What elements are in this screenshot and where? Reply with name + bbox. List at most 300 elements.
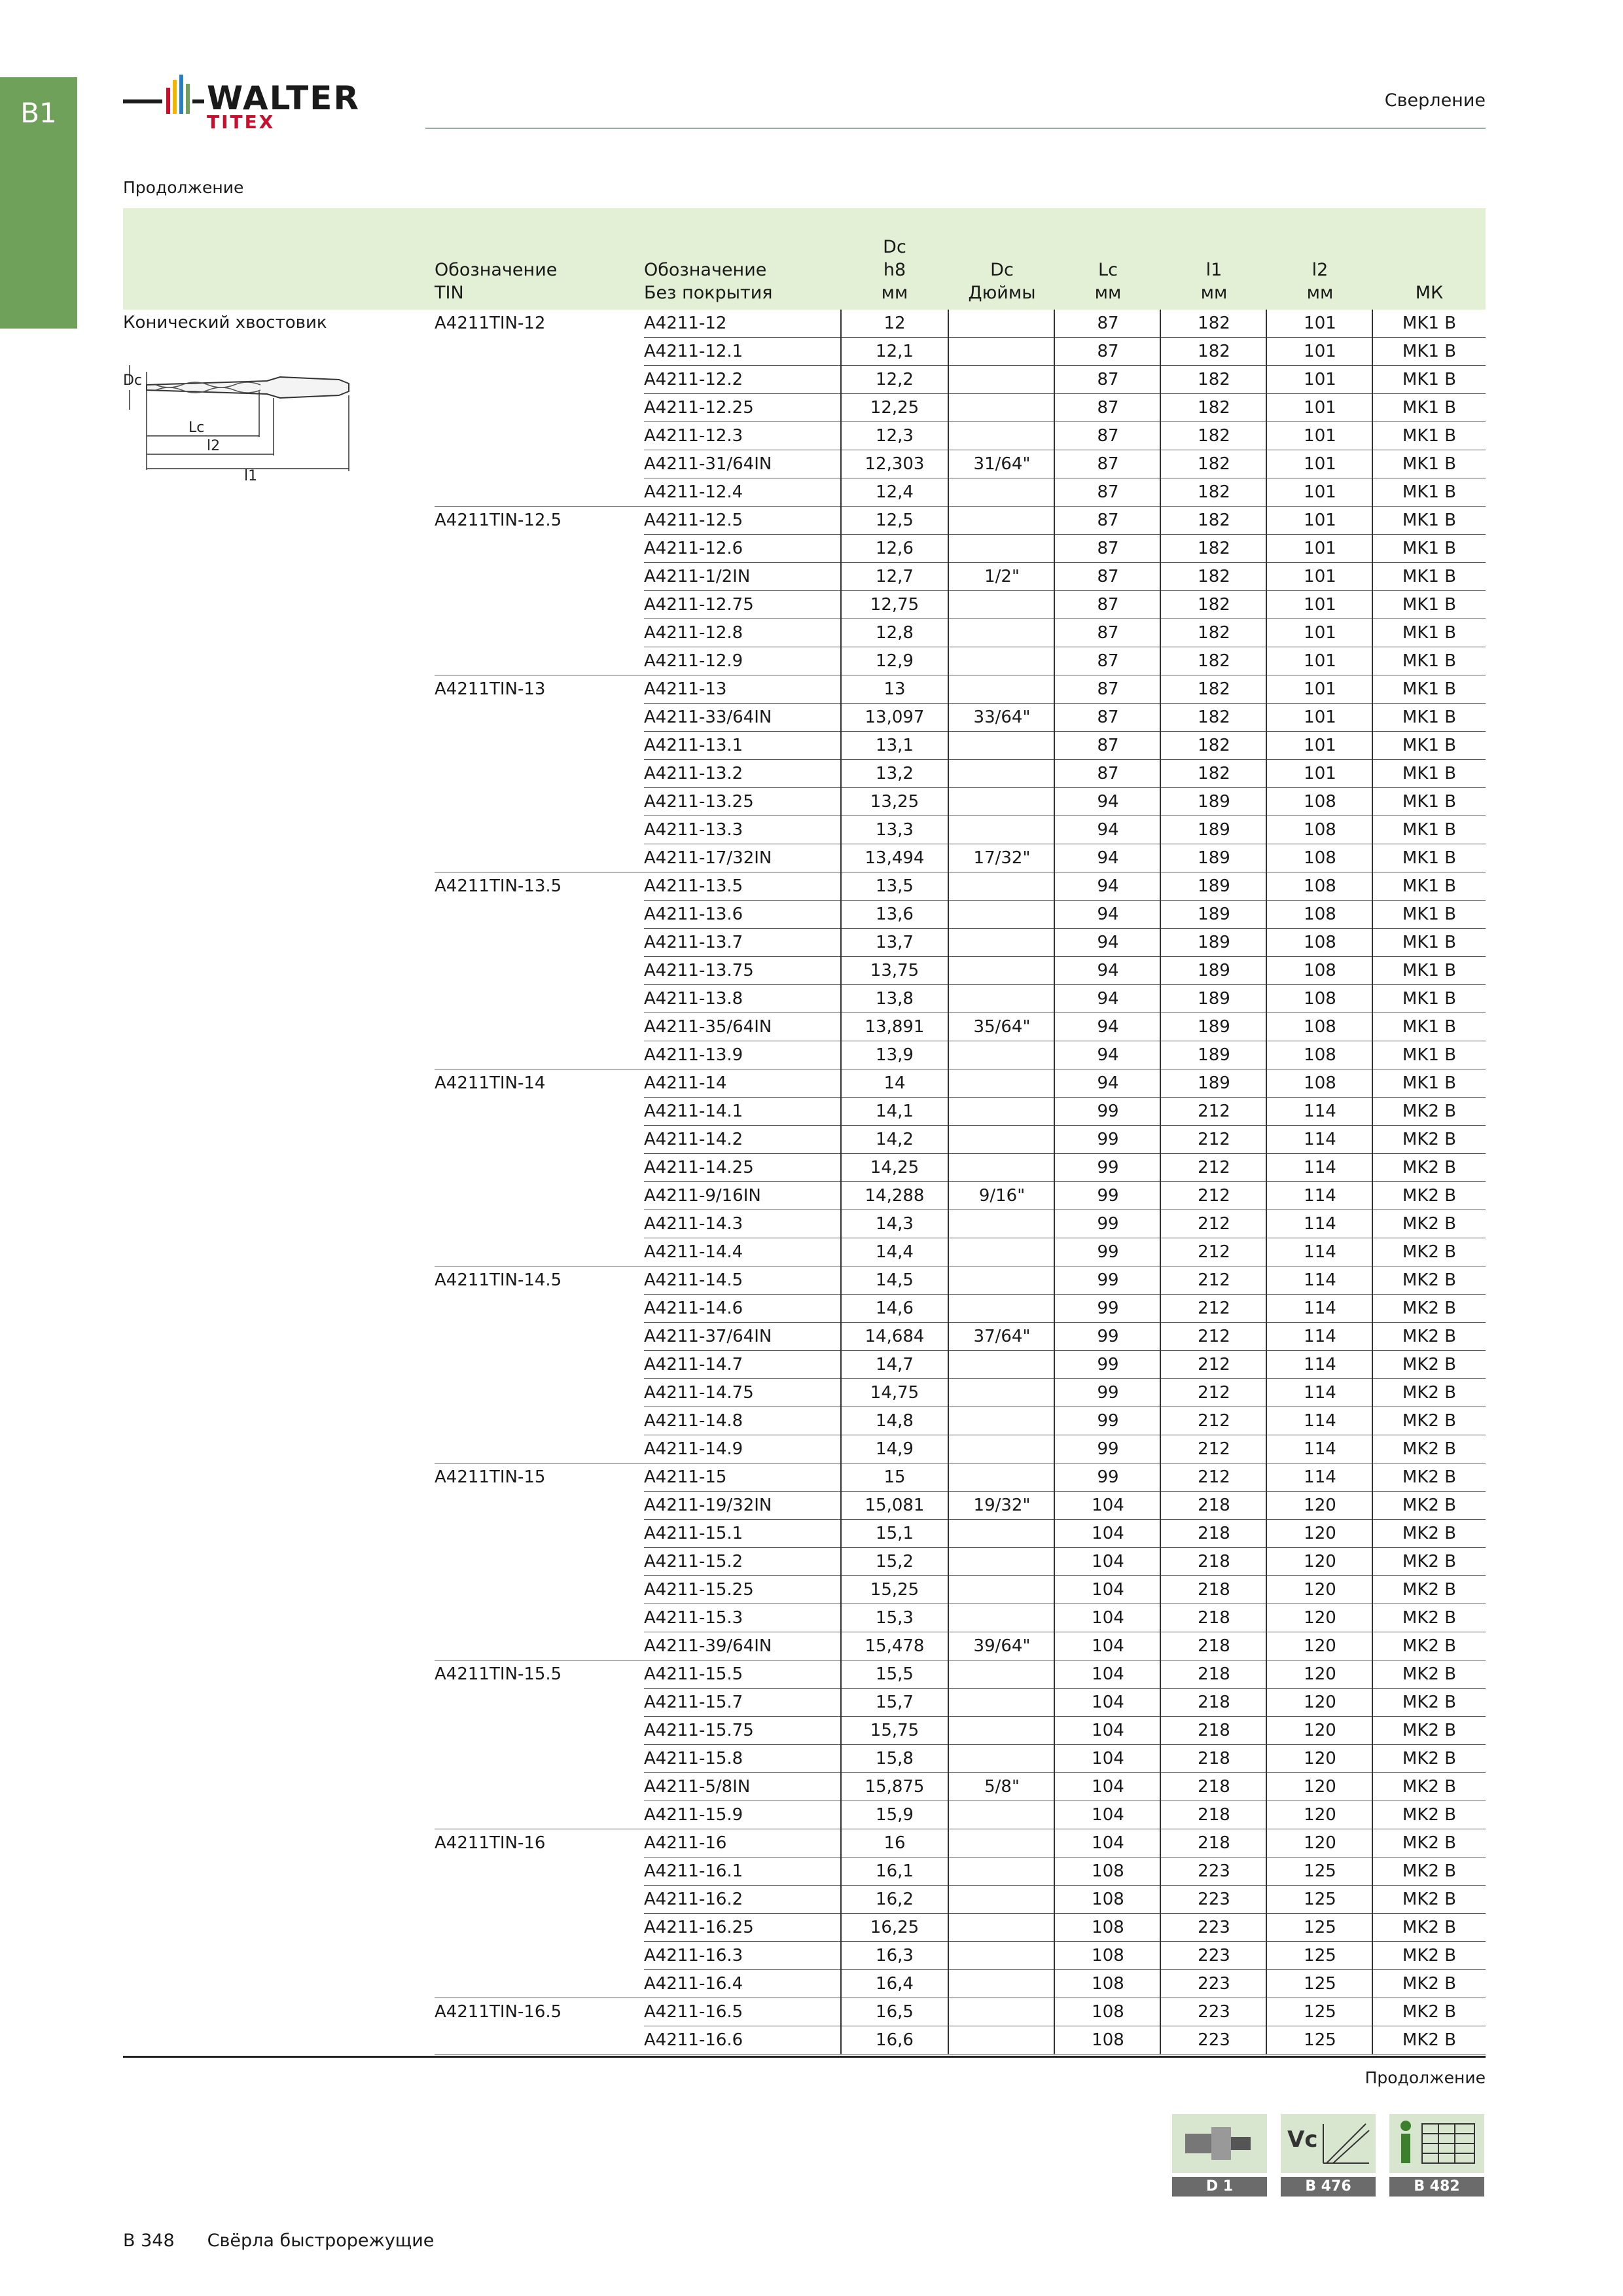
cell-l2: 114 [1304, 1158, 1336, 1177]
cell-tin [435, 591, 631, 619]
cell-tin [435, 1379, 631, 1407]
cell-l2: 108 [1304, 933, 1336, 952]
cell-dc-inch: 17/32" [973, 848, 1031, 868]
section-tab-label: B1 [20, 97, 57, 129]
cell-l2: 108 [1304, 1045, 1336, 1065]
drill-dimension-drawing [123, 359, 411, 483]
cell-dc-inch [949, 535, 1055, 563]
cell-uncoated: A4211-15.7 [644, 1693, 743, 1712]
cell-tin [435, 1520, 631, 1548]
cell-l2: 120 [1304, 1636, 1336, 1656]
cell-mk: MK1 B [1402, 426, 1457, 446]
col-header-l2: l2 мм [1306, 260, 1334, 303]
cell-dc-mm: 14,25 [870, 1158, 919, 1177]
cell-uncoated: A4211-12 [644, 314, 727, 333]
cell-l1: 182 [1198, 651, 1230, 671]
cell-tin [435, 1801, 631, 1829]
cell-mk: MK1 B [1402, 651, 1457, 671]
cell-l1: 182 [1198, 370, 1230, 389]
cell-dc-inch [949, 1069, 1055, 1098]
table-row [123, 1942, 1486, 1970]
cell-l2: 101 [1304, 708, 1336, 727]
table-row [123, 1492, 1486, 1520]
cell-tin: A4211TIN-14.5 [435, 1270, 562, 1290]
cell-mk: MK1 B [1402, 595, 1457, 615]
cell-l2: 114 [1304, 1439, 1336, 1459]
cell-dc-inch [949, 872, 1055, 901]
table-row [123, 1660, 1486, 1689]
cell-dc-inch [949, 1295, 1055, 1323]
cell-lc: 87 [1097, 539, 1119, 558]
cell-l1: 189 [1198, 876, 1230, 896]
cell-dc-mm: 15,8 [876, 1749, 914, 1768]
cell-mk: MK1 B [1402, 961, 1457, 980]
cell-mk: MK2 B [1402, 1721, 1457, 1740]
cell-uncoated: A4211-14.1 [644, 1102, 743, 1121]
table-row [123, 704, 1486, 732]
cell-dc-inch [949, 1407, 1055, 1435]
cell-dc-mm: 15,75 [870, 1721, 919, 1740]
cell-mk: MK2 B [1402, 1270, 1457, 1290]
cell-lc: 99 [1097, 1355, 1119, 1374]
table-row [123, 872, 1486, 901]
cell-l1: 218 [1198, 1552, 1230, 1571]
cell-dc-inch [949, 310, 1055, 338]
tool-holder-icon [1172, 2114, 1267, 2173]
cell-mk: MK2 B [1402, 1496, 1457, 1515]
cell-l1: 189 [1198, 933, 1230, 952]
cell-tin [435, 1435, 631, 1463]
cell-mk: MK1 B [1402, 933, 1457, 952]
cell-dc-mm: 14,2 [876, 1130, 914, 1149]
cell-mk: MK1 B [1402, 342, 1457, 361]
cell-l2: 108 [1304, 876, 1336, 896]
cell-uncoated: A4211-12.9 [644, 651, 743, 671]
cell-lc: 87 [1097, 511, 1119, 530]
cell-l1: 212 [1198, 1214, 1230, 1234]
cell-uncoated: A4211-15.75 [644, 1721, 754, 1740]
cell-dc-mm: 15,5 [876, 1664, 914, 1684]
cell-l2: 114 [1304, 1355, 1336, 1374]
cell-dc-inch [949, 1435, 1055, 1463]
cell-uncoated: A4211-13.5 [644, 876, 743, 896]
cell-l1: 182 [1198, 679, 1230, 699]
cell-l1: 212 [1198, 1355, 1230, 1374]
cell-dc-mm: 12,8 [876, 623, 914, 643]
cell-l1: 212 [1198, 1158, 1230, 1177]
cell-mk: MK2 B [1402, 1327, 1457, 1346]
cell-mk: MK1 B [1402, 989, 1457, 1009]
cell-dc-inch [949, 1266, 1055, 1295]
cell-lc: 94 [1097, 848, 1119, 868]
table-row [123, 1689, 1486, 1717]
cell-tin [435, 844, 631, 872]
cell-uncoated: A4211-1/2IN [644, 567, 751, 586]
cell-mk: MK2 B [1402, 1467, 1457, 1487]
table-row [123, 1998, 1486, 2026]
cell-l1: 182 [1198, 595, 1230, 615]
ref-b476[interactable] [1281, 2114, 1376, 2194]
cell-mk: MK1 B [1402, 792, 1457, 812]
cell-tin [435, 1351, 631, 1379]
cell-dc-mm: 12,303 [865, 454, 925, 474]
cell-l1: 223 [1198, 1861, 1230, 1881]
cell-uncoated: A4211-15.5 [644, 1664, 743, 1684]
cell-l1: 182 [1198, 454, 1230, 474]
cell-uncoated: A4211-15.9 [644, 1805, 743, 1825]
cell-dc-inch [949, 1576, 1055, 1604]
cell-l1: 189 [1198, 820, 1230, 840]
cell-uncoated: A4211-14 [644, 1073, 727, 1093]
cell-dc-inch: 39/64" [973, 1636, 1031, 1656]
cell-uncoated: A4211-13.1 [644, 736, 743, 755]
cell-lc: 104 [1092, 1664, 1124, 1684]
cell-uncoated: A4211-37/64IN [644, 1327, 772, 1346]
table-row [123, 1576, 1486, 1604]
table-row [123, 675, 1486, 704]
cell-uncoated: A4211-15.25 [644, 1580, 754, 1600]
cell-lc: 87 [1097, 342, 1119, 361]
cell-lc: 104 [1092, 1721, 1124, 1740]
cell-dc-mm: 15,25 [870, 1580, 919, 1600]
cell-dc-mm: 12,7 [876, 567, 914, 586]
cell-lc: 99 [1097, 1214, 1119, 1234]
cell-dc-mm: 14,8 [876, 1411, 914, 1431]
cell-lc: 99 [1097, 1411, 1119, 1431]
cell-mk: MK1 B [1402, 539, 1457, 558]
cell-uncoated: A4211-13 [644, 679, 727, 699]
cell-tin: A4211TIN-14 [435, 1073, 546, 1093]
cell-l1: 218 [1198, 1833, 1230, 1853]
cell-mk: MK1 B [1402, 567, 1457, 586]
table-row [123, 310, 1486, 338]
cell-lc: 87 [1097, 679, 1119, 699]
cell-mk: MK2 B [1402, 1890, 1457, 1909]
table-row [123, 1548, 1486, 1576]
table-row [123, 1857, 1486, 1886]
cell-l2: 108 [1304, 848, 1336, 868]
cell-dc-inch [949, 1942, 1055, 1970]
cell-mk: MK2 B [1402, 1411, 1457, 1431]
cell-lc: 99 [1097, 1439, 1119, 1459]
table-row [123, 619, 1486, 647]
cell-uncoated: A4211-31/64IN [644, 454, 772, 474]
cell-mk: MK1 B [1402, 1073, 1457, 1093]
cell-tin [435, 957, 631, 985]
cell-tin [435, 647, 631, 675]
cell-l1: 212 [1198, 1102, 1230, 1121]
cell-dc-inch: 35/64" [973, 1017, 1031, 1037]
table-row [123, 1914, 1486, 1942]
cell-l2: 120 [1304, 1664, 1336, 1684]
svg-text:TITEX: TITEX [207, 111, 276, 132]
cell-lc: 99 [1097, 1242, 1119, 1262]
cell-dc-inch [949, 1717, 1055, 1745]
cell-dc-mm: 12,75 [870, 595, 919, 615]
table-row [123, 1520, 1486, 1548]
cell-dc-inch: 31/64" [973, 454, 1031, 474]
cell-mk: MK2 B [1402, 1383, 1457, 1403]
cell-uncoated: A4211-16.2 [644, 1890, 743, 1909]
cell-dc-mm: 14,7 [876, 1355, 914, 1374]
cell-l1: 182 [1198, 736, 1230, 755]
cell-tin [435, 816, 631, 844]
cell-tin: A4211TIN-16 [435, 1833, 546, 1853]
cell-l2: 120 [1304, 1833, 1336, 1853]
cell-l2: 101 [1304, 595, 1336, 615]
cell-lc: 94 [1097, 905, 1119, 924]
cell-dc-mm: 12,2 [876, 370, 914, 389]
cell-l1: 189 [1198, 989, 1230, 1009]
cell-l2: 120 [1304, 1777, 1336, 1797]
cell-uncoated: A4211-14.6 [644, 1299, 743, 1318]
cell-l2: 125 [1304, 2002, 1336, 2022]
cell-l2: 101 [1304, 426, 1336, 446]
cell-lc: 87 [1097, 595, 1119, 615]
cell-l2: 120 [1304, 1721, 1336, 1740]
cell-dc-inch [949, 591, 1055, 619]
cell-lc: 108 [1092, 1974, 1124, 1994]
cell-l2: 108 [1304, 905, 1336, 924]
cell-dc-inch [949, 816, 1055, 844]
cell-l2: 114 [1304, 1299, 1336, 1318]
cell-mk: MK2 B [1402, 1186, 1457, 1206]
table-row [123, 985, 1486, 1013]
column-divider [1160, 310, 1161, 2054]
cell-dc-inch [949, 929, 1055, 957]
cell-mk: MK2 B [1402, 1580, 1457, 1600]
cell-l1: 218 [1198, 1636, 1230, 1656]
cell-dc-mm: 13,3 [876, 820, 914, 840]
cell-l1: 182 [1198, 764, 1230, 783]
cell-lc: 104 [1092, 1833, 1124, 1853]
cell-uncoated: A4211-12.3 [644, 426, 743, 446]
cell-uncoated: A4211-14.7 [644, 1355, 743, 1374]
cell-l1: 218 [1198, 1608, 1230, 1628]
cell-l2: 114 [1304, 1130, 1336, 1149]
cell-l2: 125 [1304, 1974, 1336, 1994]
cell-l1: 189 [1198, 792, 1230, 812]
cell-l2: 108 [1304, 820, 1336, 840]
cell-dc-inch: 5/8" [984, 1777, 1020, 1797]
cell-mk: MK1 B [1402, 708, 1457, 727]
cell-dc-inch [949, 1689, 1055, 1717]
cell-l1: 182 [1198, 482, 1230, 502]
cell-uncoated: A4211-14.5 [644, 1270, 743, 1290]
cell-tin: A4211TIN-12 [435, 314, 546, 333]
cell-mk: MK2 B [1402, 1636, 1457, 1656]
cell-tin [435, 366, 631, 394]
cell-dc-mm: 15,7 [876, 1693, 914, 1712]
cell-dc-mm: 16,25 [870, 1918, 919, 1937]
cell-l2: 114 [1304, 1242, 1336, 1262]
cell-l1: 223 [1198, 1946, 1230, 1965]
cell-lc: 94 [1097, 933, 1119, 952]
column-divider [1372, 310, 1373, 2054]
cell-lc: 99 [1097, 1327, 1119, 1346]
cell-lc: 99 [1097, 1186, 1119, 1206]
cell-l1: 212 [1198, 1186, 1230, 1206]
dim-l1-label: l1 [244, 468, 258, 483]
cell-l1: 218 [1198, 1693, 1230, 1712]
cell-l1: 182 [1198, 342, 1230, 361]
ref-b482-label: B 482 [1389, 2177, 1484, 2197]
cell-mk: MK1 B [1402, 820, 1457, 840]
cell-dc-inch [949, 1238, 1055, 1266]
table-row [123, 1717, 1486, 1745]
cell-l2: 101 [1304, 679, 1336, 699]
cell-l1: 218 [1198, 1580, 1230, 1600]
cell-lc: 99 [1097, 1102, 1119, 1121]
cell-mk: MK2 B [1402, 1158, 1457, 1177]
cell-uncoated: A4211-16.1 [644, 1861, 743, 1881]
cell-dc-mm: 16,6 [876, 2030, 914, 2050]
svg-text:Vc: Vc [1287, 2126, 1318, 2153]
column-divider [1266, 310, 1267, 2054]
cell-uncoated: A4211-14.4 [644, 1242, 743, 1262]
cell-tin: A4211TIN-16.5 [435, 2002, 562, 2022]
cell-uncoated: A4211-33/64IN [644, 708, 772, 727]
cell-l1: 189 [1198, 905, 1230, 924]
table-row [123, 901, 1486, 929]
cell-tin [435, 1182, 631, 1210]
cell-dc-mm: 13,891 [865, 1017, 925, 1037]
cell-tin [435, 1548, 631, 1576]
cell-uncoated: A4211-13.2 [644, 764, 743, 783]
table-row [123, 1351, 1486, 1379]
cell-l2: 120 [1304, 1693, 1336, 1712]
cell-dc-inch [949, 619, 1055, 647]
cell-uncoated: A4211-15.1 [644, 1524, 743, 1543]
cell-lc: 87 [1097, 454, 1119, 474]
cell-l1: 189 [1198, 1073, 1230, 1093]
cell-dc-inch [949, 788, 1055, 816]
cell-mk: MK1 B [1402, 905, 1457, 924]
dim-lc-label: Lc [188, 420, 205, 436]
cell-tin [435, 1914, 631, 1942]
cell-lc: 87 [1097, 736, 1119, 755]
ref-b482[interactable] [1389, 2114, 1484, 2194]
cell-l1: 218 [1198, 1805, 1230, 1825]
cell-l1: 189 [1198, 1045, 1230, 1065]
cell-tin [435, 704, 631, 732]
cell-l2: 125 [1304, 2030, 1336, 2050]
cell-dc-inch [949, 1520, 1055, 1548]
cell-l2: 120 [1304, 1552, 1336, 1571]
cell-lc: 108 [1092, 1890, 1124, 1909]
table-row [123, 1829, 1486, 1857]
table-row [123, 1013, 1486, 1041]
cell-dc-mm: 13,097 [865, 708, 925, 727]
cell-tin: A4211TIN-12.5 [435, 511, 562, 530]
cell-tin [435, 1576, 631, 1604]
cell-l2: 101 [1304, 314, 1336, 333]
cell-uncoated: A4211-16.4 [644, 1974, 743, 1994]
cell-tin [435, 1970, 631, 1998]
cell-lc: 99 [1097, 1270, 1119, 1290]
cell-dc-mm: 13 [883, 679, 906, 699]
cell-lc: 87 [1097, 426, 1119, 446]
cell-dc-inch [949, 1801, 1055, 1829]
cell-l2: 101 [1304, 764, 1336, 783]
cell-l1: 212 [1198, 1327, 1230, 1346]
cell-dc-mm: 15,1 [876, 1524, 914, 1543]
cell-mk: MK1 B [1402, 398, 1457, 418]
cell-lc: 94 [1097, 820, 1119, 840]
cell-lc: 104 [1092, 1496, 1124, 1515]
cell-l1: 182 [1198, 708, 1230, 727]
cell-mk: MK1 B [1402, 511, 1457, 530]
cell-l1: 182 [1198, 567, 1230, 586]
cell-lc: 87 [1097, 567, 1119, 586]
cell-lc: 87 [1097, 651, 1119, 671]
cell-dc-inch [949, 1829, 1055, 1857]
cell-l2: 101 [1304, 398, 1336, 418]
cell-l1: 212 [1198, 1467, 1230, 1487]
table-row [123, 1970, 1486, 1998]
table-row [123, 1632, 1486, 1660]
cell-dc-mm: 13,25 [870, 792, 919, 812]
cell-dc-mm: 13,494 [865, 848, 925, 868]
cell-uncoated: A4211-16.25 [644, 1918, 754, 1937]
table-row [123, 1238, 1486, 1266]
table-row [123, 563, 1486, 591]
cell-l1: 182 [1198, 623, 1230, 643]
cell-lc: 104 [1092, 1777, 1124, 1797]
cell-lc: 94 [1097, 989, 1119, 1009]
cell-l1: 212 [1198, 1383, 1230, 1403]
cell-mk: MK2 B [1402, 1299, 1457, 1318]
cell-tin: A4211TIN-13 [435, 679, 546, 699]
cell-lc: 108 [1092, 2030, 1124, 2050]
table-row [123, 1773, 1486, 1801]
cell-uncoated: A4211-12.4 [644, 482, 743, 502]
continued-label-top: Продолжение [123, 178, 244, 197]
table-row [123, 844, 1486, 872]
cell-l2: 108 [1304, 1017, 1336, 1037]
col-header-uncoated: Обозначение Без покрытия [644, 260, 773, 303]
cell-uncoated: A4211-14.75 [644, 1383, 754, 1403]
cell-lc: 87 [1097, 623, 1119, 643]
cell-mk: MK1 B [1402, 764, 1457, 783]
cell-tin [435, 929, 631, 957]
cell-tin [435, 788, 631, 816]
cell-uncoated: A4211-15 [644, 1467, 727, 1487]
cell-uncoated: A4211-15.8 [644, 1749, 743, 1768]
table-row [123, 1098, 1486, 1126]
cell-dc-inch [949, 675, 1055, 704]
table-body [123, 310, 1486, 2054]
table-row [123, 647, 1486, 675]
page-footer [123, 2231, 434, 2251]
cell-tin [435, 1154, 631, 1182]
cell-uncoated: A4211-12.6 [644, 539, 743, 558]
cell-mk: MK2 B [1402, 1918, 1457, 1937]
cell-l1: 189 [1198, 848, 1230, 868]
cell-l2: 101 [1304, 736, 1336, 755]
cell-mk: MK2 B [1402, 1974, 1457, 1994]
ref-d1[interactable] [1172, 2114, 1267, 2194]
cell-dc-mm: 16,5 [876, 2002, 914, 2022]
cell-dc-inch [949, 2026, 1055, 2054]
cell-dc-inch [949, 338, 1055, 366]
cell-lc: 94 [1097, 961, 1119, 980]
cell-l2: 120 [1304, 1580, 1336, 1600]
cell-tin [435, 563, 631, 591]
cell-tin [435, 1295, 631, 1323]
cell-dc-inch [949, 507, 1055, 535]
cell-uncoated: A4211-14.2 [644, 1130, 743, 1149]
